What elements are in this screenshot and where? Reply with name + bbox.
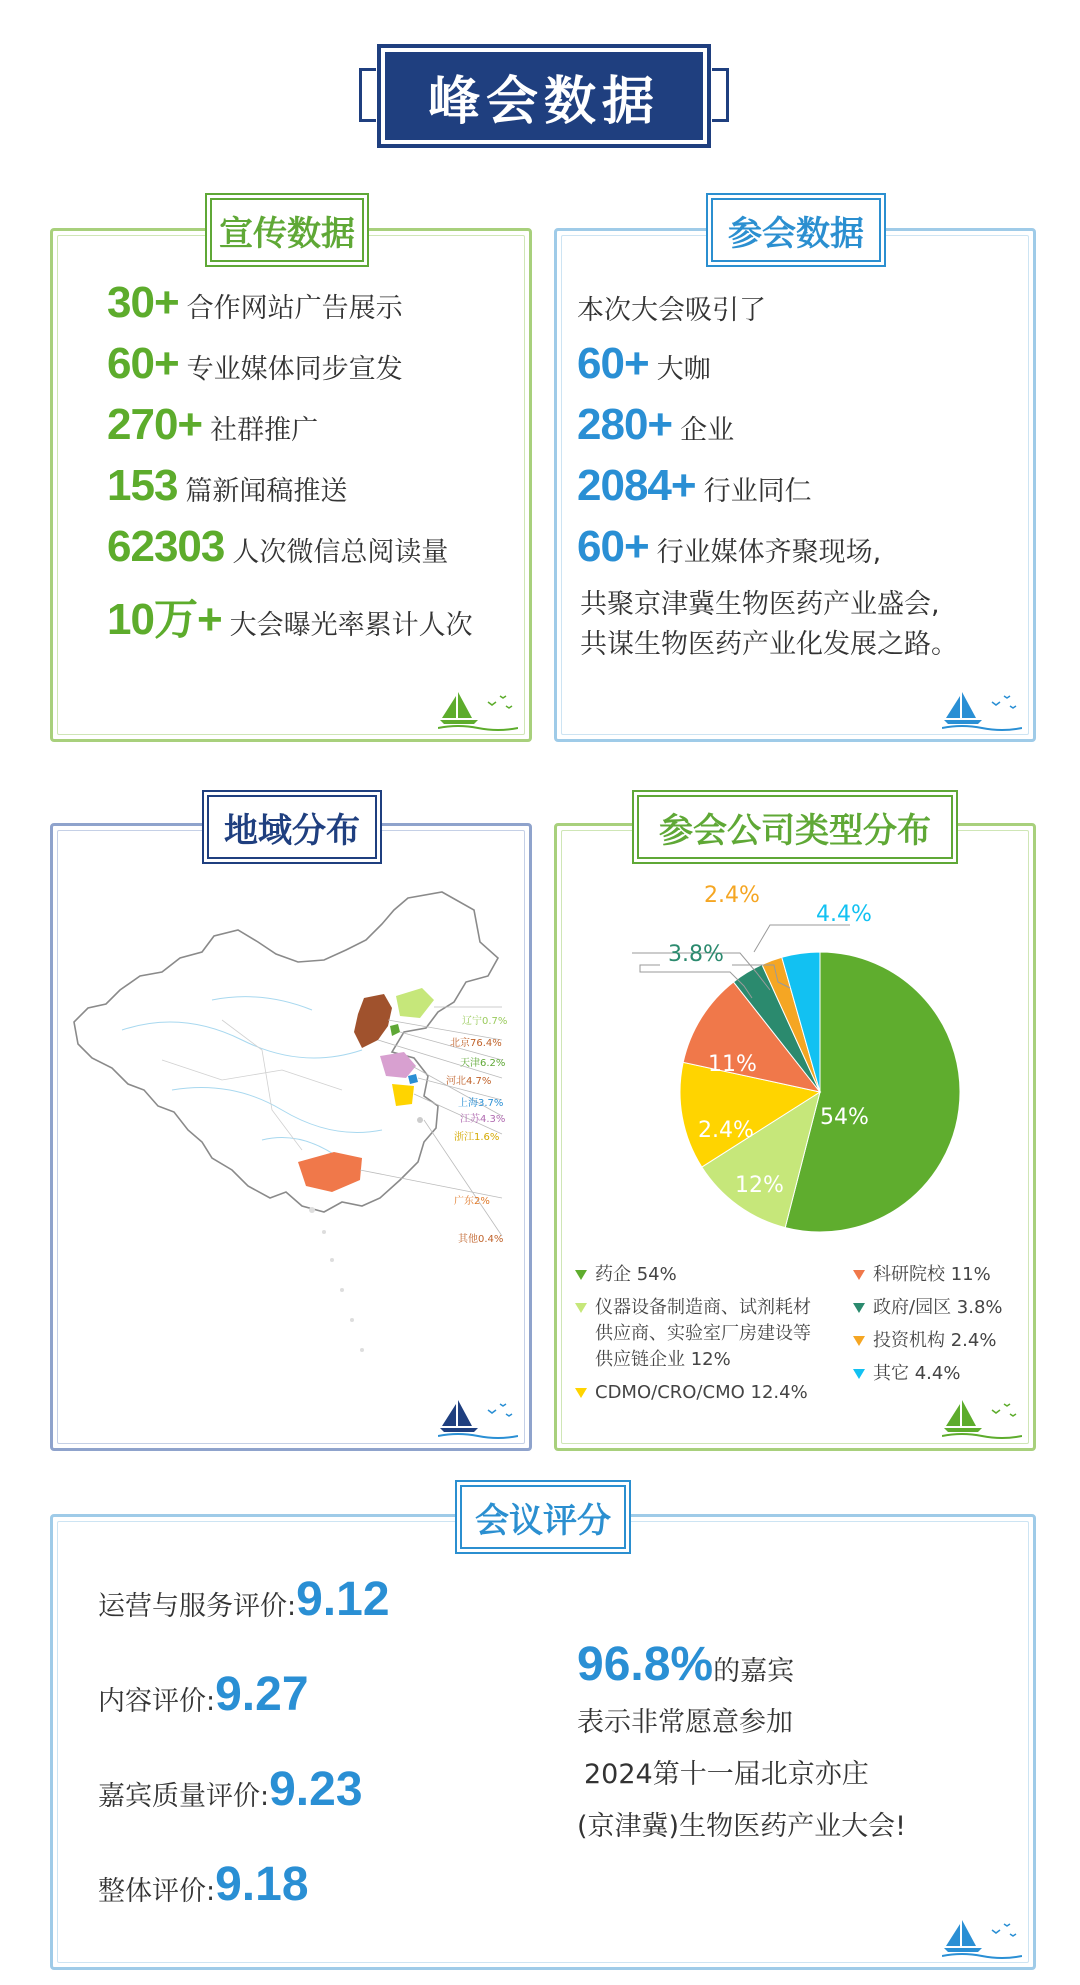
attendance-line: 共聚京津冀生物医药产业盛会, — [580, 589, 940, 620]
map-label: 辽宁0.7% — [462, 1016, 508, 1027]
legend-item: CDMO/CRO/CMO 12.4% — [575, 1380, 808, 1406]
legend-item: 其它 4.4% — [853, 1361, 960, 1387]
main-title — [377, 44, 711, 148]
map-label: 上海3.7% — [458, 1098, 504, 1109]
rating-row: 运营与服务评价: 9.12 — [98, 1573, 390, 1626]
rating-row: 嘉宾质量评价: 9.23 — [98, 1763, 363, 1816]
region-heading: 地域分布 — [202, 790, 382, 864]
legend-item: 仪器设备制造商、试剂耗材 — [575, 1295, 811, 1321]
company-type-heading: 参会公司类型分布 — [632, 790, 958, 864]
map-label: 广东2% — [454, 1196, 490, 1207]
pie-label: 3.8% — [668, 942, 724, 967]
pie-label: 12% — [735, 1173, 784, 1198]
publicity-row: 10万+ 大会曝光率累计人次 — [107, 595, 473, 644]
sailboat-icon — [438, 1396, 518, 1440]
pie-chart — [560, 860, 1020, 1260]
publicity-row: 60+ 专业媒体同步宣发 — [107, 339, 403, 388]
sailboat-icon — [942, 1916, 1022, 1960]
pie-label: 4.4% — [816, 902, 872, 927]
legend-item: 供应链企业 12% — [595, 1349, 731, 1370]
rating-row: 整体评价: 9.18 — [98, 1858, 309, 1911]
attendance-intro: 本次大会吸引了 — [577, 295, 766, 326]
publicity-row: 62303 人次微信总阅读量 — [107, 522, 449, 571]
map-label: 北京76.4% — [450, 1038, 502, 1049]
publicity-heading: 宣传数据 — [205, 193, 369, 267]
pie-label: 2.4% — [704, 883, 760, 908]
legend-item: 投资机构 2.4% — [853, 1328, 996, 1354]
sailboat-icon — [438, 688, 518, 732]
attendance-heading: 参会数据 — [706, 193, 886, 267]
legend-item: 科研院校 11% — [853, 1262, 991, 1288]
attendance-row: 2084+ 行业同仁 — [577, 461, 812, 510]
pie-label: 54% — [820, 1105, 869, 1130]
map-label: 其他0.4% — [458, 1234, 504, 1245]
publicity-row: 30+ 合作网站广告展示 — [107, 278, 403, 327]
sailboat-icon — [942, 688, 1022, 732]
legend-item: 供应商、实验室厂房建设等 — [595, 1323, 811, 1344]
publicity-row: 270+ 社群推广 — [107, 400, 319, 449]
rating-line: (京津冀)生物医药产业大会! — [577, 1811, 906, 1842]
rating-row: 内容评价: 9.27 — [98, 1668, 309, 1721]
attendance-row: 60+ 行业媒体齐聚现场, — [577, 522, 882, 571]
map-label: 江苏4.3% — [460, 1114, 506, 1125]
map-label: 浙江1.6% — [454, 1132, 500, 1143]
map-label: 天津6.2% — [460, 1058, 506, 1069]
pie-label: 11% — [708, 1052, 757, 1077]
pie-label: 2.4% — [698, 1118, 754, 1143]
map-label: 河北4.7% — [446, 1076, 492, 1087]
legend-item: 药企 54% — [575, 1262, 677, 1288]
publicity-row: 153 篇新闻稿推送 — [107, 461, 348, 510]
rating-percent-line: 96.8% 的嘉宾 — [577, 1638, 795, 1691]
main-title-text: 峰会数据 — [427, 70, 660, 132]
rating-line: 表示非常愿意参加 — [577, 1707, 793, 1738]
rating-line: 2024第十一届北京亦庄 — [584, 1759, 869, 1790]
attendance-row: 60+ 大咖 — [577, 339, 711, 388]
rating-heading: 会议评分 — [455, 1480, 631, 1554]
legend-item: 政府/园区 3.8% — [853, 1295, 1003, 1321]
attendance-row: 280+ 企业 — [577, 400, 735, 449]
china-map — [62, 880, 522, 1380]
attendance-line: 共谋生物医药产业化发展之路。 — [580, 629, 958, 660]
sailboat-icon — [942, 1396, 1022, 1440]
